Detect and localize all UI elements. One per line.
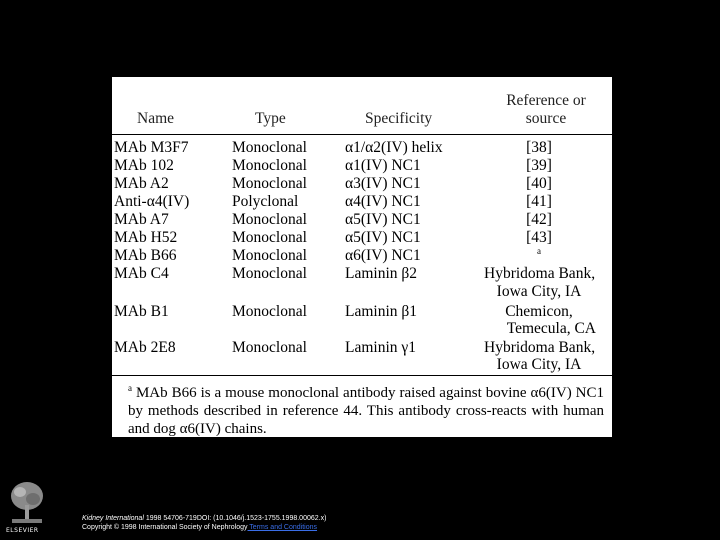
copyright-text: Copyright © 1998 International Society of Nephrology <box>82 524 248 531</box>
citation-line-2 <box>82 523 326 532</box>
row-type: Monoclonal <box>232 211 307 228</box>
row-name: MAb M3F7 <box>114 139 189 156</box>
footnote-mark: a <box>128 383 132 393</box>
row-reference: Hybridoma Bank, <box>484 265 596 282</box>
row-reference-line2: Temecula, CA <box>506 320 596 337</box>
row-specificity: α1/α2(IV) helix <box>345 139 443 156</box>
table-row <box>112 247 612 265</box>
table-row <box>112 265 612 283</box>
row-type: Polyclonal <box>232 193 299 210</box>
row-name: MAb A7 <box>114 211 169 228</box>
header-reference <box>496 92 596 128</box>
footnote-text: MAb B66 is a mouse monoclonal antibody raised against bovine α6(IV) NC1 by methods described in reference 44. This antibody cross-reacts with human and dog α6(IV) chains. <box>128 385 605 437</box>
table-row <box>112 303 612 321</box>
row-specificity: Laminin γ1 <box>345 339 416 356</box>
row-reference-line2: Iowa City, IA <box>496 283 582 300</box>
header-specificity: Specificity <box>365 110 433 127</box>
row-name: Anti-α4(IV) <box>114 193 190 210</box>
row-type: Monoclonal <box>232 139 307 156</box>
table-row <box>112 139 612 157</box>
row-name: MAb B1 <box>114 303 169 320</box>
table-row <box>112 211 612 229</box>
row-name: MAb B66 <box>114 247 177 264</box>
row-name: MAb 102 <box>114 157 174 174</box>
row-type: Monoclonal <box>232 303 307 320</box>
citation-details: 1998 54706-719DOI: (10.1046/j.1523-1755.1998.00062.x) <box>143 515 327 522</box>
row-type: Monoclonal <box>232 265 307 282</box>
table-row <box>112 339 612 357</box>
header-type: Type <box>255 110 286 127</box>
row-name: MAb C4 <box>114 265 169 282</box>
row-reference-footnote-mark: a <box>537 246 541 256</box>
table-row <box>112 193 612 211</box>
row-specificity: α1(IV) NC1 <box>345 157 421 174</box>
row-type: Monoclonal <box>232 247 307 264</box>
citation-line-1 <box>82 514 326 523</box>
row-specificity: α5(IV) NC1 <box>345 229 421 246</box>
header-rule <box>112 134 612 135</box>
footnote-rule <box>112 375 612 376</box>
table-footnote <box>128 379 604 438</box>
citation-block <box>82 514 326 532</box>
terms-and-conditions-link[interactable]: Terms and Conditions <box>247 524 318 531</box>
table-row-continuation <box>112 356 612 374</box>
table-row <box>112 157 612 175</box>
table-row-continuation <box>112 283 612 301</box>
header-name: Name <box>137 110 175 127</box>
row-reference-line2: Iowa City, IA <box>496 356 582 373</box>
row-type: Monoclonal <box>232 175 307 192</box>
row-reference: [39] <box>526 157 552 174</box>
row-reference: [43] <box>526 229 552 246</box>
row-specificity: α4(IV) NC1 <box>345 193 421 210</box>
row-type: Monoclonal <box>232 157 307 174</box>
row-specificity: Laminin β1 <box>345 303 418 320</box>
row-name: MAb 2E8 <box>114 339 176 356</box>
row-reference: Hybridoma Bank, <box>484 339 596 356</box>
row-reference: [40] <box>526 175 552 192</box>
row-reference: Chemicon, <box>505 303 573 320</box>
antibody-table <box>112 75 612 437</box>
row-specificity: Laminin β2 <box>345 265 418 282</box>
row-reference: [42] <box>526 211 552 228</box>
row-name: MAb A2 <box>114 175 169 192</box>
header-reference-line1: Reference or <box>506 92 586 109</box>
row-reference: [38] <box>526 139 552 156</box>
table-row-continuation <box>112 320 612 338</box>
table-row <box>112 175 612 193</box>
publisher-logo-text: ELSEVIER <box>6 527 39 534</box>
row-specificity: α3(IV) NC1 <box>345 175 421 192</box>
table-top-rule <box>112 75 612 77</box>
row-reference: [41] <box>526 193 552 210</box>
row-type: Monoclonal <box>232 339 307 356</box>
header-reference-line2: source <box>525 110 567 127</box>
row-specificity: α5(IV) NC1 <box>345 211 421 228</box>
citation-journal: Kidney International <box>82 515 144 522</box>
row-specificity: α6(IV) NC1 <box>345 247 421 264</box>
row-type: Monoclonal <box>232 229 307 246</box>
row-name: MAb H52 <box>114 229 178 246</box>
